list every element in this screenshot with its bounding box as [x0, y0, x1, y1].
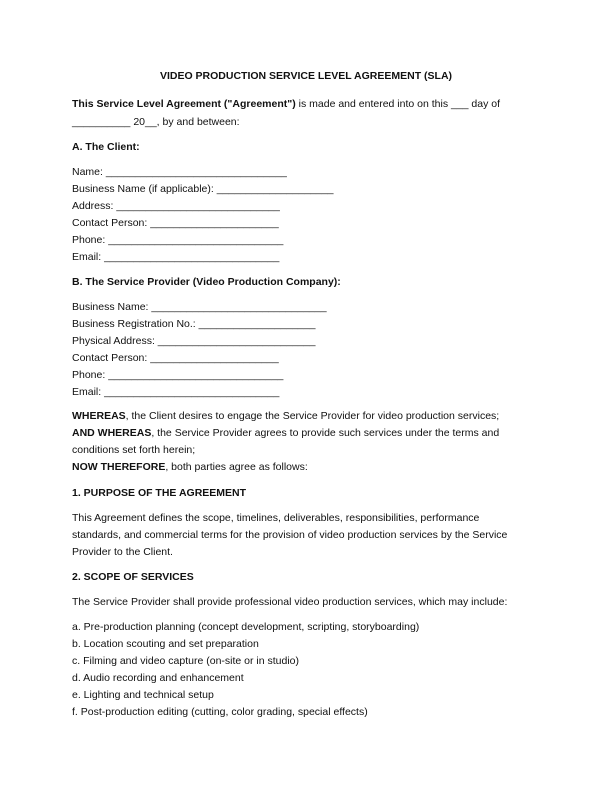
client-address-field: Address: ____________________________ — [72, 200, 280, 212]
whereas-line-2 — [72, 426, 499, 440]
client-heading: A. The Client: — [72, 141, 140, 153]
now-therefore-rest: , both parties agree as follows: — [165, 461, 308, 473]
client-contact-field: Contact Person: ______________________ — [72, 217, 279, 229]
section-1-heading: 1. PURPOSE OF THE AGREEMENT — [72, 487, 247, 499]
intro-line-1 — [72, 97, 500, 111]
provider-phone-field: Phone: ______________________________ — [72, 369, 284, 381]
document-title: VIDEO PRODUCTION SERVICE LEVEL AGREEMENT (SLA) — [159, 70, 453, 82]
whereas-line-3: conditions set forth herein; — [72, 444, 196, 456]
service-item: e. Lighting and technical setup — [72, 689, 214, 701]
provider-business-name-field: Business Name: ______________________________ — [72, 301, 327, 313]
client-email-field: Email: ______________________________ — [72, 251, 280, 263]
whereas-line-1 — [72, 409, 499, 423]
and-whereas-rest: , the Service Provider agrees to provide such services under the terms and — [151, 427, 500, 439]
client-business-name-field: Business Name (if applicable): ____________________ — [72, 183, 334, 195]
service-item: f. Post-production editing (cutting, color grading, special effects) — [72, 706, 368, 718]
and-whereas-bold: AND WHEREAS — [72, 427, 152, 439]
service-item: c. Filming and video capture (on-site or in studio) — [72, 655, 300, 667]
section-1-line-2: standards, and commercial terms for the provision of video production services by the Service — [72, 529, 508, 541]
intro-rest: is made and entered into on this ___ day of — [295, 98, 501, 110]
section-1-line-1: This Agreement defines the scope, timelines, deliverables, responsibilities, performance — [72, 512, 480, 524]
intro-bold: This Service Level Agreement ("Agreement") — [72, 98, 296, 110]
client-phone-field: Phone: ______________________________ — [72, 234, 284, 246]
service-item: a. Pre-production planning (concept development, scripting, storyboarding) — [72, 621, 420, 633]
service-item: b. Location scouting and set preparation — [72, 638, 259, 650]
provider-address-field: Physical Address: ___________________________ — [72, 335, 316, 347]
whereas-rest: , the Client desires to engage the Service Provider for video production services; — [125, 410, 500, 422]
provider-heading: B. The Service Provider (Video Production Company): — [72, 276, 341, 288]
intro-line-2: __________ 20__, by and between: — [72, 116, 240, 128]
client-name-field: Name: _______________________________ — [72, 166, 287, 178]
provider-email-field: Email: ______________________________ — [72, 386, 280, 398]
section-2-heading: 2. SCOPE OF SERVICES — [72, 571, 194, 583]
section-2-intro: The Service Provider shall provide professional video production services, which may include: — [72, 596, 508, 608]
whereas-bold: WHEREAS — [72, 410, 126, 422]
provider-registration-field: Business Registration No.: ____________________ — [72, 318, 316, 330]
section-1-line-3: Provider to the Client. — [72, 546, 173, 558]
provider-contact-field: Contact Person: ______________________ — [72, 352, 279, 364]
whereas-line-4 — [72, 460, 308, 474]
now-therefore-bold: NOW THEREFORE — [72, 461, 166, 473]
service-item: d. Audio recording and enhancement — [72, 672, 244, 684]
